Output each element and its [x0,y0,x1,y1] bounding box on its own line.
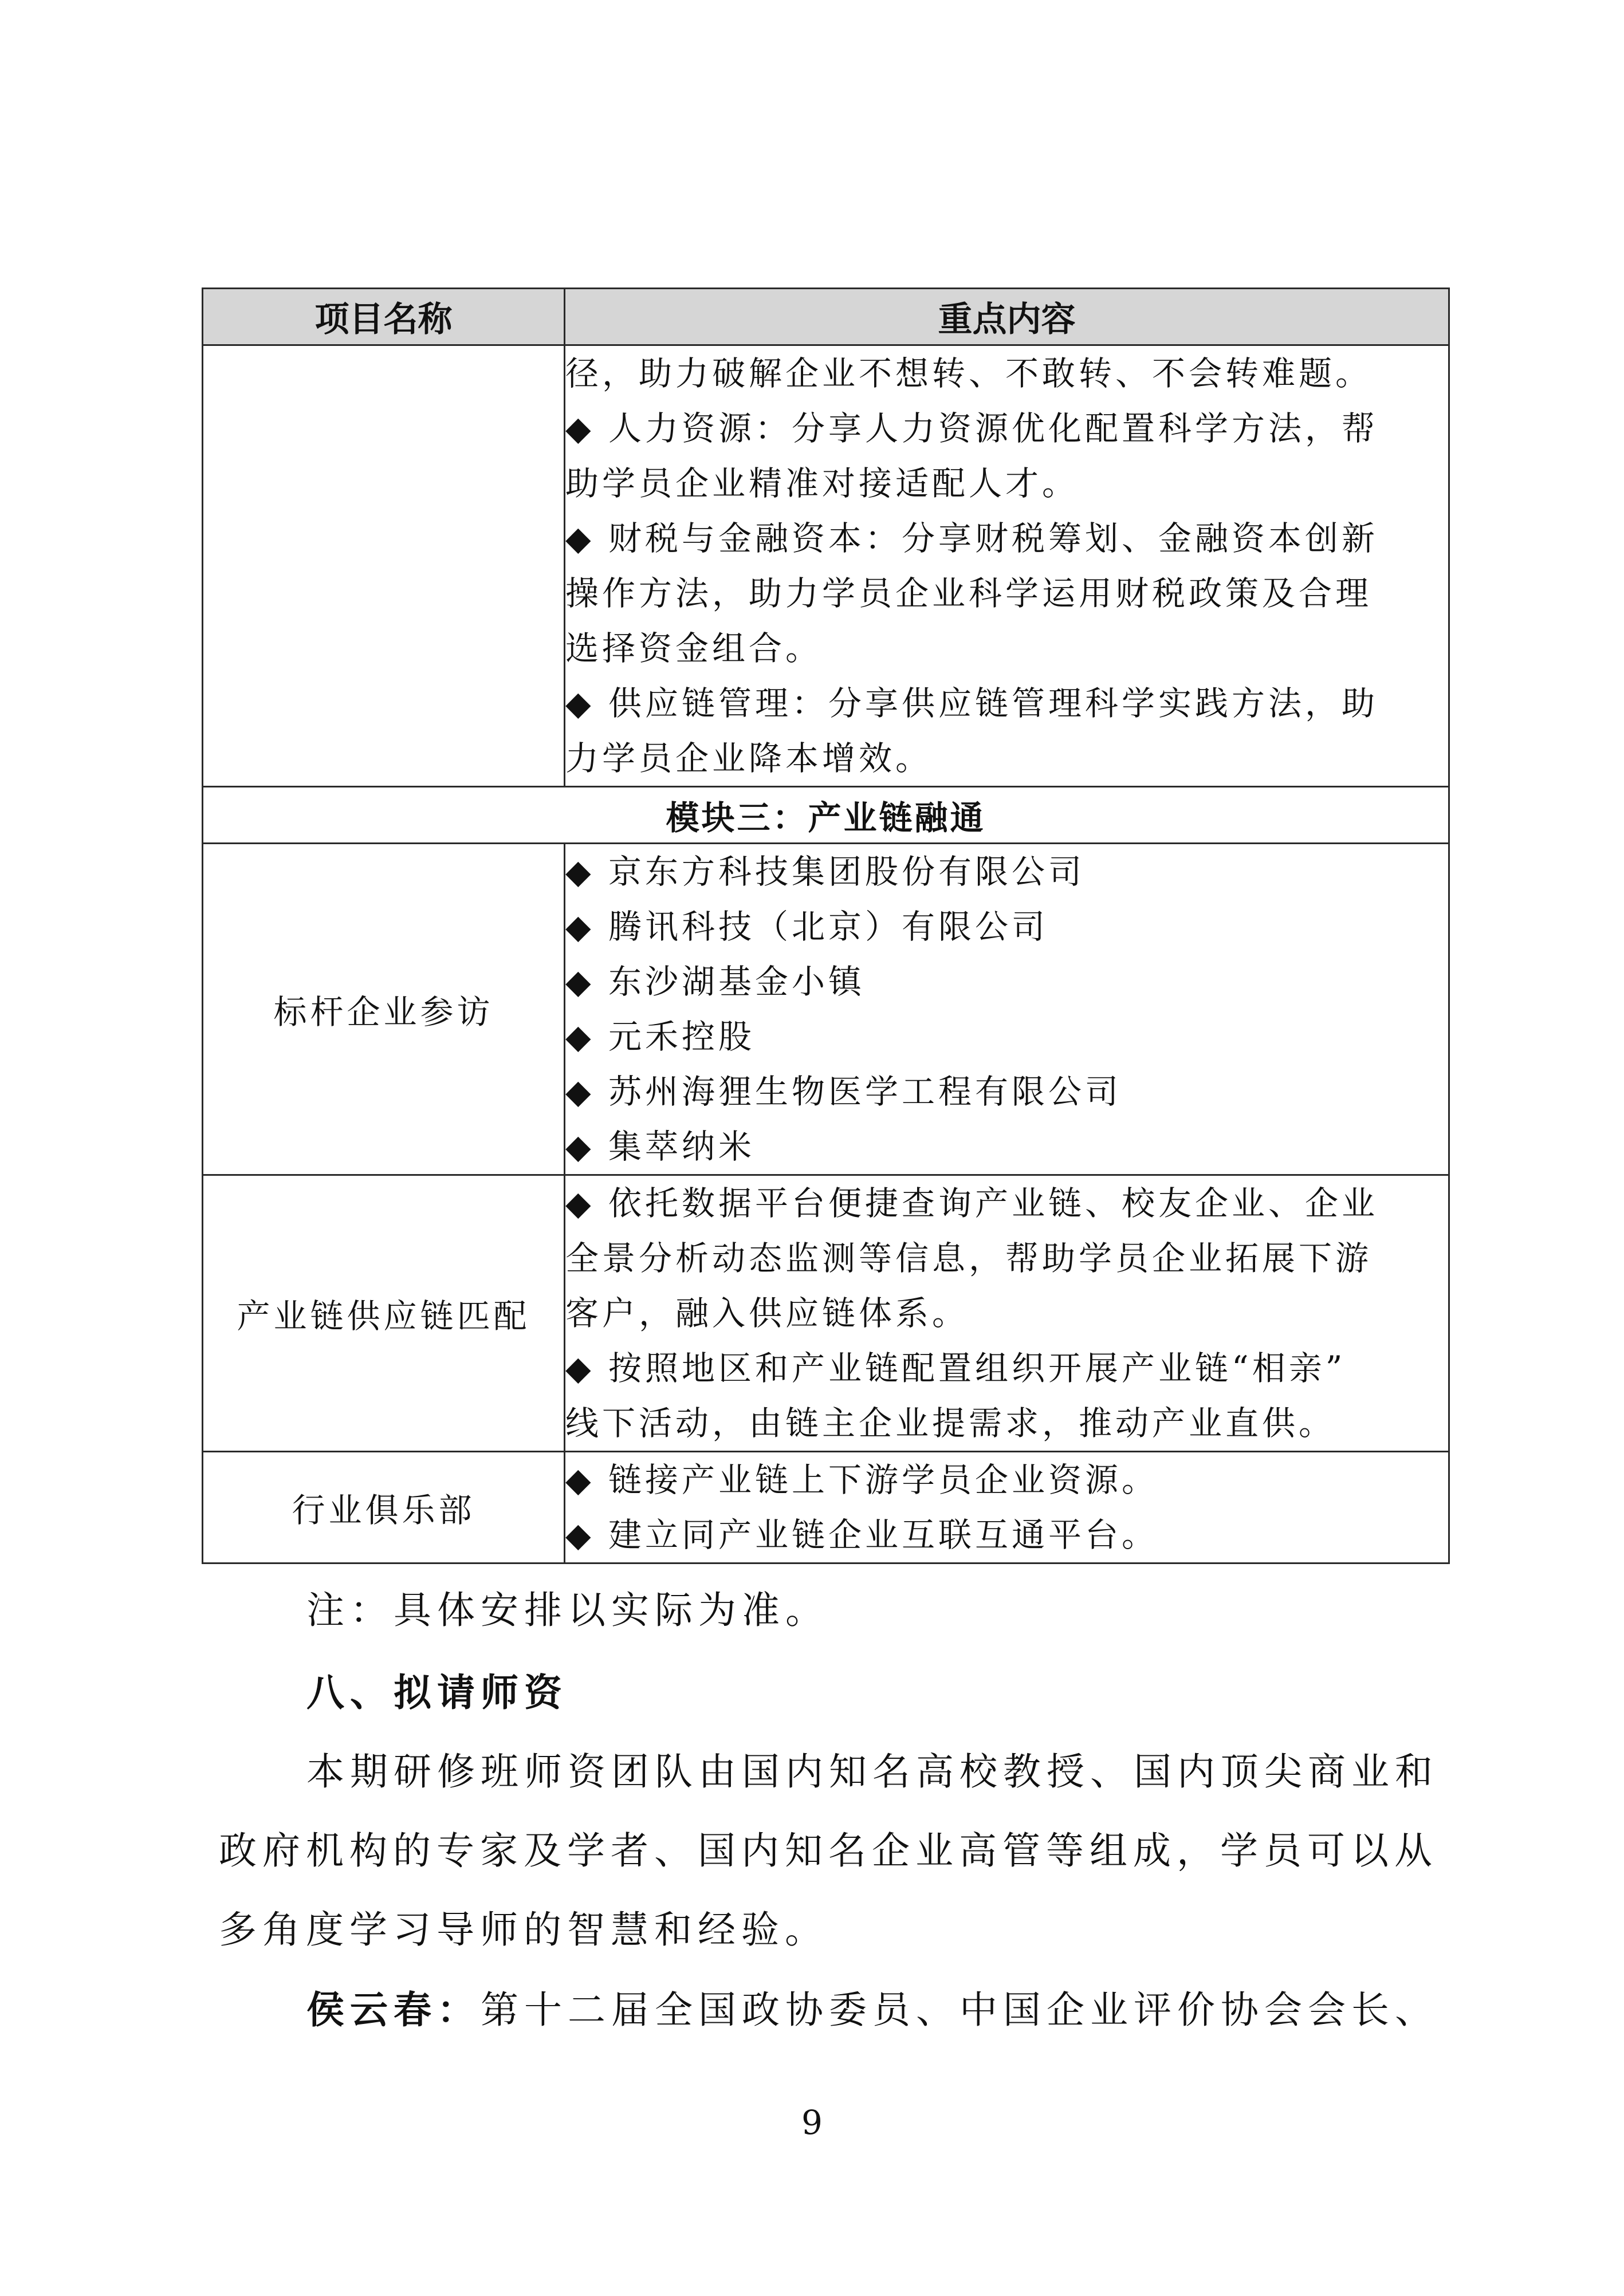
content-line: ◆ 建立同产业链企业互联互通平台。 [565,1515,1159,1554]
content-line: ◆ 供应链管理：分享供应链管理科学实践方法，助 [565,684,1379,723]
project-name-cell: 行业俱乐部 [203,1452,565,1564]
content-line: ◆ 链接产业链上下游学员企业资源。 [565,1460,1159,1499]
col-header-project: 项目名称 [203,289,565,345]
content-line: ◆ 腾讯科技（北京）有限公司 [565,907,1049,946]
faculty-name: 侯云春： [306,1988,481,2032]
content-line: 力学员企业降本增效。 [565,739,933,778]
content-line: 线下活动，由链主企业提需求，推动产业直供。 [565,1404,1336,1443]
table-row [203,844,1449,1175]
content-line: ◆ 苏州海狸生物医学工程有限公司 [565,1072,1122,1111]
content-line: 全景分析动态监测等信息，帮助学员企业拓展下游 [565,1239,1373,1278]
content-line: ◆ 东沙湖基金小镇 [565,962,866,1001]
project-name-cell [203,345,565,787]
content-line: ◆ 元禾控股 [565,1017,756,1056]
project-name-cell: 标杆企业参访 [203,844,565,1175]
faculty-description: 第十二届全国政协委员、中国企业评价协会会长、 [481,1988,1438,2032]
col-header-content: 重点内容 [565,289,1449,345]
body-line: 政府机构的专家及学者、国内知名企业高管等组成，学员可以从 [219,1829,1438,1873]
course-table [202,288,1450,1564]
table-row [203,1452,1449,1564]
content-line: 选择资金组合。 [565,629,823,668]
faculty-entry [306,1979,1536,2034]
content-cell [565,844,1449,1175]
content-line: ◆ 京东方科技集团股份有限公司 [565,852,1086,891]
content-cell [565,1175,1449,1452]
table-row [203,345,1449,787]
note-text: 注：具体安排以实际为准。 [306,1588,829,1632]
module-row [203,787,1449,844]
body-line: 本期研修班师资团队由国内知名高校教授、国内顶尖商业和 [306,1750,1438,1794]
section-heading: 八、拟请师资 [306,1671,568,1715]
content-cell [565,345,1449,787]
page-number: 9 [801,2103,823,2142]
content-line: ◆ 财税与金融资本：分享财税筹划、金融资本创新 [565,519,1379,558]
table-header-row [203,289,1449,345]
project-name-cell: 产业链供应链匹配 [203,1175,565,1452]
body-line: 多角度学习导师的智慧和经验。 [219,1908,828,1952]
content-line: ◆ 按照地区和产业链配置组织开展产业链“相亲” [565,1349,1346,1388]
content-line: 助学员企业精准对接适配人才。 [565,464,1079,503]
content-line: 径，助力破解企业不想转、不敢转、不会转难题。 [565,354,1373,393]
content-cell [565,1452,1449,1564]
content-line: 操作方法，助力学员企业科学运用财税政策及合理 [565,574,1373,613]
content-line: ◆ 依托数据平台便捷查询产业链、校友企业、企业 [565,1184,1379,1223]
content-line: ◆ 人力资源：分享人力资源优化配置科学方法，帮 [565,409,1379,448]
content-line: ◆ 集萃纳米 [565,1127,756,1166]
content-line: 客户，融入供应链体系。 [565,1294,969,1333]
table-row [203,1175,1449,1452]
module-title: 模块三：产业链融通 [203,787,1449,844]
